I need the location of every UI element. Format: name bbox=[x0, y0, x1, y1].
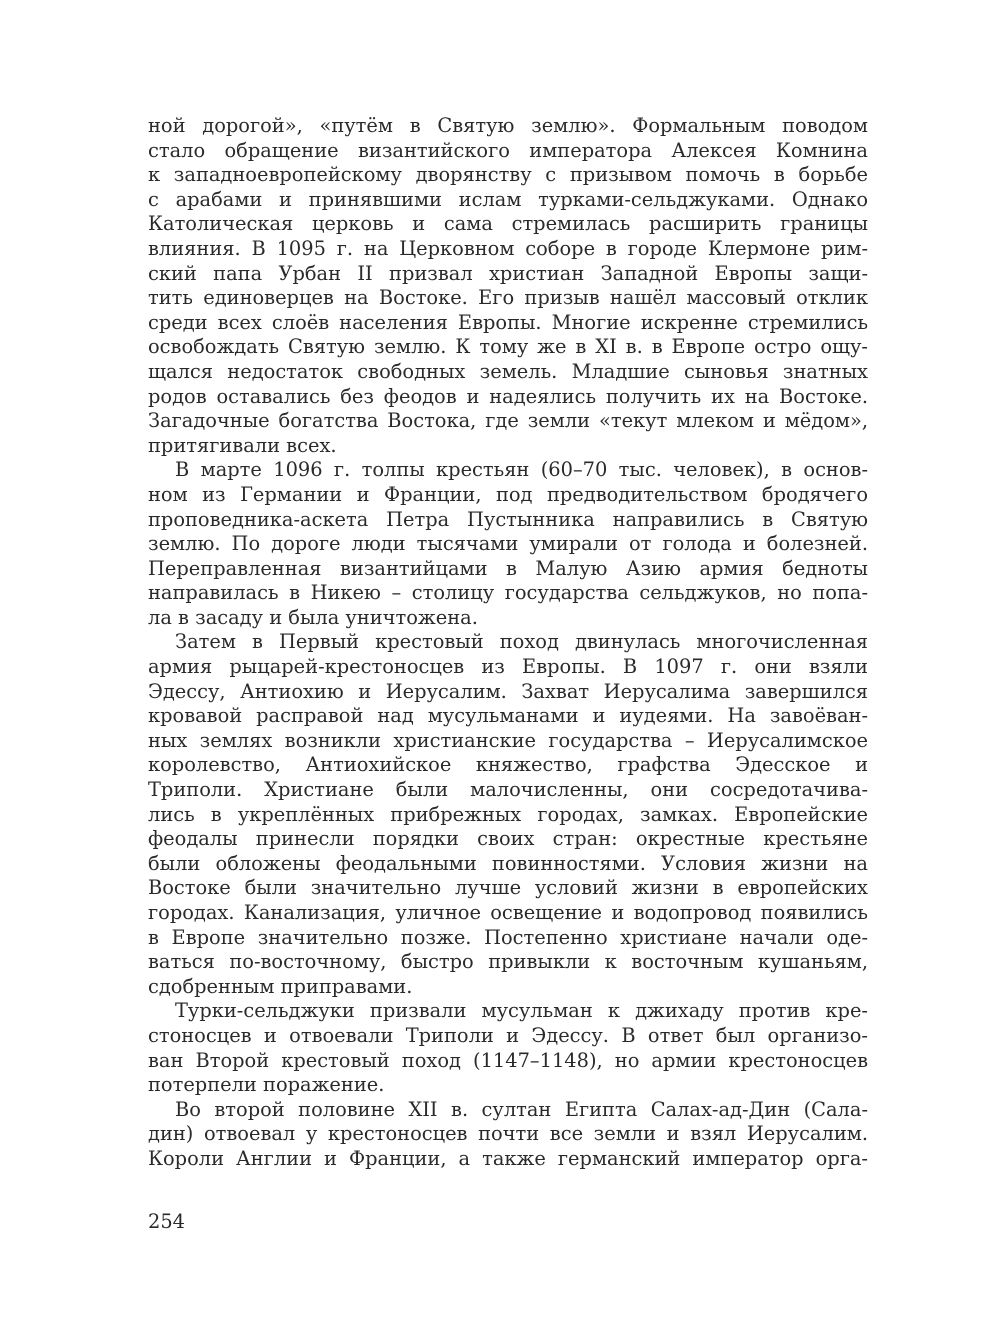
text-line: были обложены феодальными повинностями. Условия жизни на bbox=[148, 851, 868, 875]
text-line: городах. Канализация, уличное освещение и водопровод появились bbox=[148, 901, 868, 924]
paragraph-5 bbox=[148, 1098, 868, 1172]
text-line: Переправленная византийцами в Малую Азию армия бедноты bbox=[148, 556, 868, 580]
text-line: землю. По дороге люди тысячами умирали от голода и болезней. bbox=[148, 532, 868, 556]
text-line: стоносцев и отвоевали Триполи и Эдессу. В ответ был организо- bbox=[148, 1023, 868, 1047]
text-line: армия рыцарей-крестоносцев из Европы. В 1097 г. они взяли bbox=[148, 655, 868, 679]
text-line: Востоке были значительно лучше условий жизни в европейских bbox=[148, 876, 868, 900]
text-line: ном из Германии и Франции, под предводительством бродячего bbox=[148, 482, 868, 506]
text-line: ваться по-восточному, быстро привыкли к восточным кушаньям, bbox=[148, 950, 868, 974]
text-line: щался недостаток свободных земель. Младшие сыновья знатных bbox=[148, 359, 868, 383]
text-line: сдобренным приправами. bbox=[148, 974, 413, 998]
page-body-text bbox=[148, 114, 868, 1172]
text-line: потерпели поражение. bbox=[148, 1073, 385, 1097]
page-number: 254 bbox=[148, 1210, 186, 1233]
paragraph-1 bbox=[148, 114, 868, 458]
text-line: Во второй половине XII в. султан Египта Салах-ад-Дин (Сала- bbox=[175, 1097, 868, 1121]
text-line: с арабами и принявшими ислам турками-сельджуками. Однако bbox=[148, 187, 868, 211]
text-line: кровавой расправой над мусульманами и иудеями. На завоёван- bbox=[148, 704, 868, 728]
text-line: ский папа Урбан II призвал христиан Западной Европы защи- bbox=[148, 261, 868, 285]
text-line: В марте 1096 г. толпы крестьян (60–70 тыс. человек), в основ- bbox=[175, 458, 868, 482]
text-line: в Европе значительно позже. Постепенно христиане начали оде- bbox=[148, 925, 868, 949]
text-line: притягивали всех. bbox=[148, 433, 337, 457]
text-line: королевство, Антиохийское княжество, графства Эдесское и bbox=[148, 753, 868, 777]
text-line: влияния. В 1095 г. на Церковном соборе в городе Клермоне рим- bbox=[148, 236, 868, 260]
text-line: тить единоверцев на Востоке. Его призыв нашёл массовый отклик bbox=[148, 286, 868, 310]
text-line: лись в укреплённых прибрежных городах, замках. Европейские bbox=[148, 802, 868, 826]
text-line: Загадочные богатства Востока, где земли «текут млеком и мёдом», bbox=[148, 409, 868, 433]
text-line: среди всех слоёв населения Европы. Многие искренне стремились bbox=[148, 310, 868, 334]
text-line: направилась в Никею – столицу государства сельджуков, но попа- bbox=[148, 581, 868, 605]
text-line: ной дорогой», «путём в Святую землю». Формальным поводом bbox=[148, 114, 868, 137]
text-line: феодалы принесли порядки своих стран: окрестные крестьяне bbox=[148, 827, 868, 851]
text-line: дин) отвоевал у крестоносцев почти все земли и взял Иерусалим. bbox=[148, 1122, 868, 1146]
text-line: проповедника-аскета Петра Пустынника направились в Святую bbox=[148, 507, 868, 531]
text-line: Эдессу, Антиохию и Иерусалим. Захват Иерусалима завершился bbox=[148, 679, 868, 703]
text-line: ных землях возникли христианские государства – Иерусалимское bbox=[148, 728, 868, 752]
text-line: Триполи. Христиане были малочисленны, они сосредотачива- bbox=[148, 778, 868, 802]
text-line: стало обращение византийского императора Алексея Комнина bbox=[148, 138, 868, 162]
text-line: Короли Англии и Франции, а также германский император орга- bbox=[148, 1146, 868, 1170]
paragraph-2 bbox=[148, 458, 868, 630]
text-line: Католическая церковь и сама стремилась расширить границы bbox=[148, 212, 868, 236]
paragraph-4 bbox=[148, 999, 868, 1097]
text-line: к западноевропейскому дворянству с призывом помочь в борьбе bbox=[148, 163, 868, 187]
paragraph-3 bbox=[148, 630, 868, 999]
text-line: ван Второй крестовый поход (1147–1148), но армии крестоносцев bbox=[148, 1048, 868, 1072]
text-line: освобождать Святую землю. К тому же в XI в. в Европе остро ощу- bbox=[148, 335, 868, 359]
text-line: Турки-сельджуки призвали мусульман к джихаду против кре- bbox=[175, 999, 868, 1023]
text-line: ла в засаду и была уничтожена. bbox=[148, 605, 478, 629]
text-line: родов оставались без феодов и надеялись получить их на Востоке. bbox=[148, 384, 868, 408]
text-line: Затем в Первый крестовый поход двинулась многочисленная bbox=[175, 630, 868, 654]
